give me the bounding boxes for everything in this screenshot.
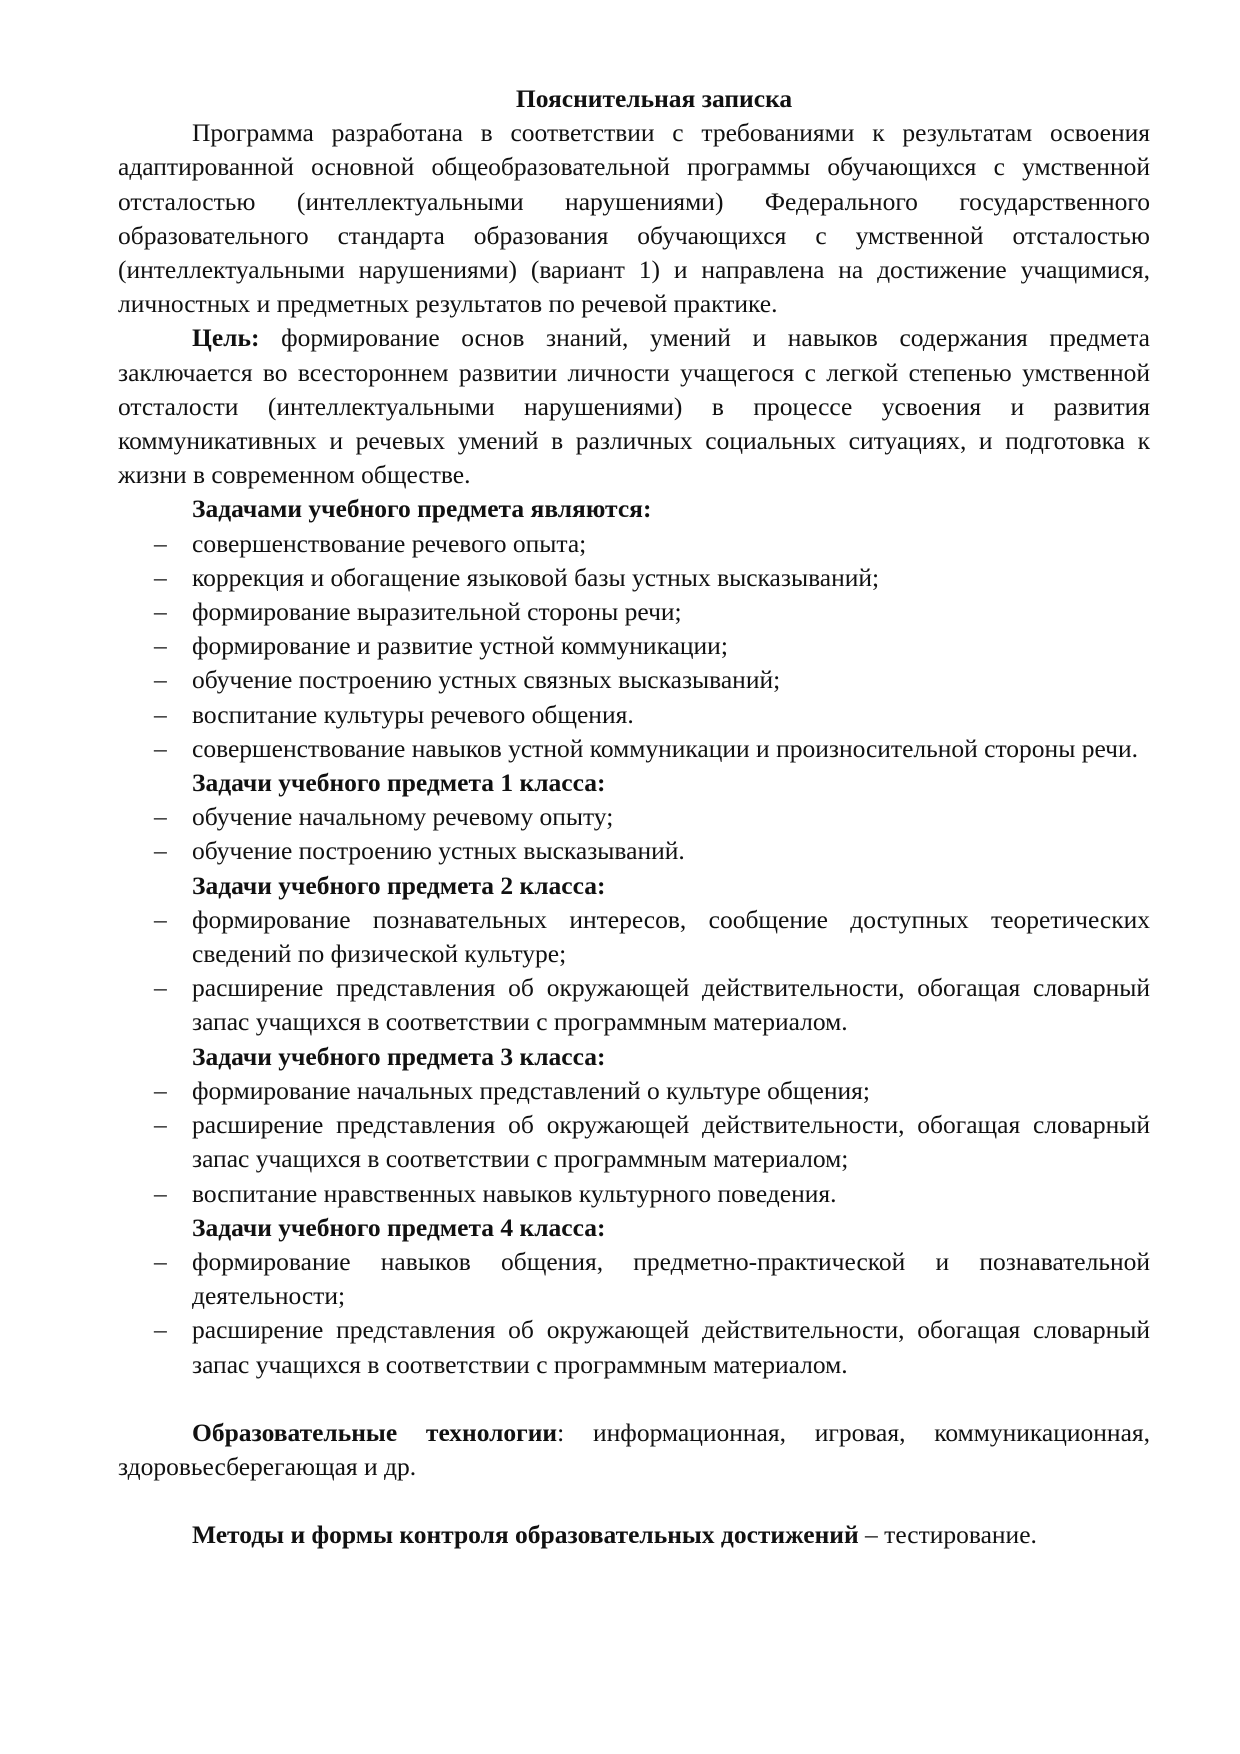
section-heading-grade-4: Задачи учебного предмета 4 класса: <box>192 1212 606 1242</box>
task-list-grade-3 <box>118 1074 1150 1211</box>
list-item: – обучение построению устных высказываний. <box>118 834 1150 868</box>
technologies-text: : информационная, игровая, коммуникационная, здоровьесберегающая и др. <box>118 1417 1150 1481</box>
list-item: – формирование выразительной стороны речи; <box>118 595 1150 629</box>
dash-bullet: – <box>154 528 167 558</box>
intro-paragraph: Программа разработана в соответствии с требованиями к результатам освоения адаптированной основной общеобразовательной программы обучающихся с умственной отсталостью (интеллектуальными нарушениями) Федерального государственного образовательного стандарта образования обучающихся с умственной отсталостью (интеллектуальными нарушениями) (вариант 1) и направлена на достижение учащимися, личностных и предметных результатов по речевой практике. <box>118 118 1150 319</box>
dash-bullet: – <box>154 597 167 627</box>
list-item: – коррекция и обогащение языковой базы устных высказываний; <box>118 561 1150 595</box>
dash-bullet: – <box>154 1246 167 1276</box>
list-item: – расширение представления об окружающей действительности, обогащая словарный запас учащихся в соответствии с программным материалом. <box>154 973 1150 1037</box>
document-page <box>118 82 1150 1552</box>
list-item: – расширение представления об окружающей действительности, обогащая словарный запас учащихся в соответствии с программным материалом. <box>154 1315 1150 1379</box>
task-list-grade-1 <box>118 800 1150 868</box>
section-heading-grade-2: Задачи учебного предмета 2 класса: <box>192 870 606 900</box>
list-item: – обучение начальному речевому опыту; <box>118 800 1150 834</box>
dash-bullet: – <box>154 1178 167 1208</box>
task-list-grade-4 <box>118 1245 1150 1382</box>
dash-bullet: – <box>154 1075 167 1105</box>
list-item: – воспитание нравственных навыков культурного поведения. <box>118 1177 1150 1211</box>
list-item: – расширение представления об окружающей действительности, обогащая словарный запас учащихся в соответствии с программным материалом; <box>154 1110 1150 1174</box>
list-item: – формирование и развитие устной коммуникации; <box>118 629 1150 663</box>
goal-label: Цель: <box>192 323 260 353</box>
dash-bullet: – <box>154 562 167 592</box>
dash-bullet: – <box>154 699 167 729</box>
list-item: – совершенствование навыков устной коммуникации и произносительной стороны речи. <box>118 732 1150 766</box>
task-list-general <box>118 527 1150 766</box>
methods-paragraph <box>118 1518 1150 1552</box>
document-title: Пояснительная записка <box>515 84 793 113</box>
section-heading-tasks: Задачами учебного предмета являются: <box>192 494 652 524</box>
dash-bullet: – <box>154 631 167 661</box>
list-item: – формирование познавательных интересов, сообщение доступных теоретических сведений по физической культуре; <box>154 904 1150 969</box>
methods-text: – тестирование. <box>858 1520 1037 1550</box>
dash-bullet: – <box>154 665 167 695</box>
list-item: – воспитание культуры речевого общения. <box>118 698 1150 732</box>
task-list-grade-2 <box>118 903 1150 1040</box>
list-item: – совершенствование речевого опыта; <box>118 527 1150 561</box>
technologies-paragraph <box>118 1416 1150 1484</box>
list-item: – формирование навыков общения, предметно-практической и познавательной деятельности; <box>154 1246 1150 1311</box>
dash-bullet: – <box>154 904 167 934</box>
dash-bullet: – <box>154 973 167 1003</box>
spacer <box>118 1484 1150 1518</box>
technologies-label: Образовательные технологии <box>192 1417 558 1447</box>
dash-bullet: – <box>154 836 167 866</box>
dash-bullet: – <box>154 733 167 763</box>
dash-bullet: – <box>154 1110 167 1140</box>
list-item: – обучение построению устных связных высказываний; <box>118 663 1150 697</box>
goal-text: формирование основ знаний, умений и навыков содержания предмета заключается во всестороннем развитии личности учащегося с легкой степенью умственной отсталости (интеллектуальными нарушениями) в процессе усвоения и развития коммуникативных и речевых умений в различных социальных ситуациях, и подготовка к жизни в современном обществе. <box>118 323 1150 490</box>
section-heading-grade-1: Задачи учебного предмета 1 класса: <box>192 768 606 798</box>
spacer <box>118 1382 1150 1416</box>
dash-bullet: – <box>154 802 167 832</box>
list-item: – формирование начальных представлений о культуре общения; <box>118 1074 1150 1108</box>
goal-paragraph <box>118 321 1150 492</box>
section-heading-grade-3: Задачи учебного предмета 3 класса: <box>192 1041 606 1071</box>
dash-bullet: – <box>154 1315 167 1345</box>
methods-label: Методы и формы контроля образовательных достижений <box>192 1520 859 1550</box>
